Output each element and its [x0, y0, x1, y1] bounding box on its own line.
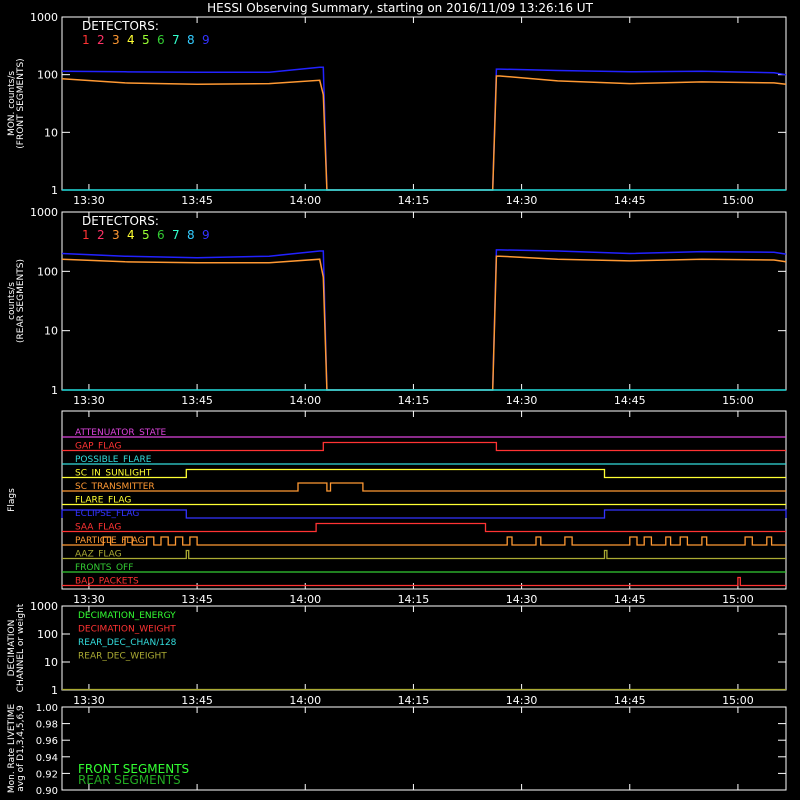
x-tick-label-front: 13:45	[181, 194, 213, 207]
x-tick-label-flags: 14:15	[397, 593, 430, 606]
x-tick-label-decimation: 14:30	[505, 694, 538, 707]
y-tick-label-decimation: 10	[44, 656, 58, 669]
y-axis-label-rear: (REAR SEGMENTS)	[16, 258, 26, 344]
detector-number-front: 3	[112, 33, 120, 47]
decimation-legend-entry: REAR_DEC_WEIGHT	[78, 651, 167, 662]
x-tick-label-decimation: 15:00	[722, 694, 754, 707]
x-tick-label-decimation: 14:00	[289, 694, 322, 707]
x-tick-label-flags: 14:45	[613, 593, 646, 606]
flag-label: GAP_FLAG	[75, 441, 122, 452]
y-axis-label-livetime: Mon. Rate LIVETIME	[7, 703, 17, 794]
x-tick-label-front: 13:30	[73, 194, 105, 207]
flag-label: BAD_PACKETS	[75, 576, 139, 587]
flag-label: SAA_FLAG	[75, 522, 122, 533]
x-tick-label-flags: 15:00	[722, 593, 754, 606]
detector-number-rear: 2	[97, 228, 105, 242]
decimation-legend-entry: REAR_DEC_CHAN/128	[78, 638, 177, 648]
flag-label: AAZ_FLAG	[75, 549, 122, 560]
detector-number-rear: 4	[127, 228, 135, 242]
y-tick-label-livetime: 1.00	[35, 703, 58, 714]
flag-label: PARTICLE_FLAG	[75, 536, 145, 546]
detector-number-front: 9	[202, 33, 210, 47]
flag-label: FRONTS_OFF	[75, 563, 134, 573]
detector-number-front: 6	[157, 33, 165, 47]
detectors-label-rear: DETECTORS:	[82, 214, 159, 228]
flag-label: ATTENUATOR_STATE	[75, 428, 167, 438]
y-tick-label-front: 1	[51, 184, 58, 197]
y-tick-label-front: 10	[44, 126, 58, 140]
detectors-label-front: DETECTORS:	[82, 19, 159, 33]
x-tick-label-flags: 14:30	[505, 593, 538, 606]
flag-label: SC_TRANSMITTER	[75, 482, 155, 492]
decimation-legend-entry: DECIMATION_WEIGHT	[78, 624, 176, 635]
y-tick-label-livetime: 0.92	[35, 769, 58, 781]
flag-label: POSSIBLE_FLARE	[75, 455, 152, 465]
y-axis-label-front: (FRONT SEGMENTS)	[16, 58, 26, 149]
x-tick-label-rear: 14:15	[397, 394, 430, 407]
detector-number-rear: 9	[202, 228, 210, 242]
livetime-legend-entry: FRONT SEGMENTS	[78, 762, 190, 776]
x-tick-label-flags: 13:45	[181, 593, 213, 606]
detector-number-rear: 8	[187, 228, 195, 242]
flag-label: SC_IN_SUNLIGHT	[75, 468, 152, 479]
detector-number-front: 1	[82, 33, 90, 47]
y-axis-label-front: MON. counts/s	[7, 70, 17, 137]
x-tick-label-front: 14:15	[397, 194, 430, 207]
y-tick-label-front: 1000	[30, 11, 58, 24]
y-axis-label-flags: Flags	[7, 488, 17, 512]
x-tick-label-rear: 14:30	[505, 394, 538, 407]
decimation-legend-entry: DECIMATION_ENERGY	[78, 611, 176, 621]
x-tick-label-front: 14:00	[289, 194, 322, 207]
x-tick-label-rear: 14:00	[289, 394, 322, 407]
chart-title: HESSI Observing Summary, starting on 2016/11/09 13:26:16 UT	[207, 1, 593, 15]
y-axis-label-decimation: DECIMATION	[7, 619, 17, 677]
y-tick-label-decimation: 1000	[30, 600, 58, 613]
y-axis-label-rear: counts/s	[7, 282, 17, 320]
y-tick-label-rear: 1000	[30, 206, 58, 219]
x-tick-label-rear: 13:30	[73, 394, 105, 407]
x-tick-label-decimation: 14:15	[397, 694, 430, 707]
x-tick-label-flags: 14:00	[289, 593, 322, 606]
x-tick-label-front: 14:30	[505, 194, 538, 207]
y-tick-label-livetime: 0.94	[35, 752, 58, 764]
y-tick-label-decimation: 1	[51, 684, 58, 697]
y-tick-label-rear: 1	[51, 384, 58, 397]
y-tick-label-decimation: 100	[37, 628, 58, 641]
x-tick-label-front: 14:45	[613, 194, 646, 207]
y-axis-label-decimation: CHANNEL or weight	[16, 603, 26, 693]
detector-number-rear: 5	[142, 228, 150, 242]
detector-number-rear: 6	[157, 228, 165, 242]
detector-number-front: 7	[172, 33, 180, 47]
y-tick-label-front: 100	[37, 68, 58, 82]
detector-number-front: 2	[97, 33, 105, 47]
y-tick-label-rear: 100	[37, 265, 58, 279]
y-tick-label-livetime: 0.96	[35, 736, 58, 748]
y-tick-label-livetime: 0.90	[35, 786, 58, 797]
x-tick-label-rear: 13:45	[181, 394, 213, 407]
x-tick-label-front: 15:00	[722, 194, 754, 207]
y-tick-label-rear: 10	[44, 324, 58, 338]
detector-number-front: 8	[187, 33, 195, 47]
x-tick-label-rear: 14:45	[613, 394, 646, 407]
flag-label: FLARE_FLAG	[75, 495, 132, 506]
livetime-legend-entry: REAR SEGMENTS	[78, 773, 181, 787]
y-tick-label-livetime: 0.98	[35, 719, 58, 731]
y-axis-label-livetime: avg of D1,3,4,5,6,9	[16, 705, 26, 792]
detector-number-rear: 7	[172, 228, 180, 242]
detector-number-front: 5	[142, 33, 150, 47]
detector-number-rear: 1	[82, 228, 90, 242]
x-tick-label-decimation: 13:45	[181, 694, 213, 707]
x-tick-label-decimation: 13:30	[73, 694, 105, 707]
x-tick-label-flags: 13:30	[73, 593, 105, 606]
x-tick-label-decimation: 14:45	[613, 694, 646, 707]
detector-number-front: 4	[127, 33, 135, 47]
flag-label: ECLIPSE_FLAG	[75, 509, 140, 519]
detector-number-rear: 3	[112, 228, 120, 242]
x-tick-label-rear: 15:00	[722, 394, 754, 407]
